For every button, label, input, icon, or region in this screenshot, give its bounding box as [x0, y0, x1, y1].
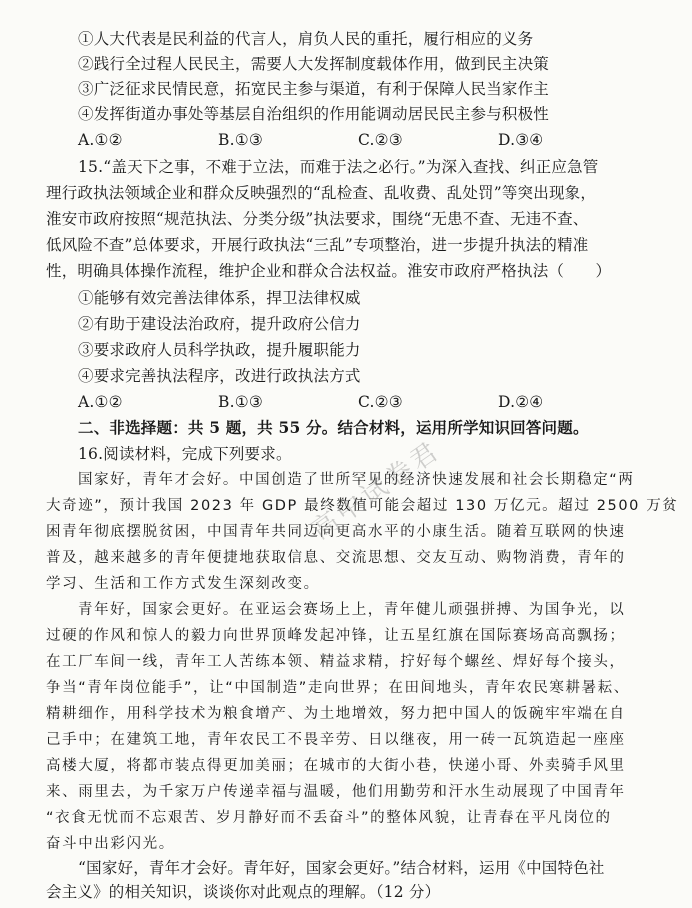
q15-stem-line-5: 性，明确具体操作流程，维护企业和群众合法权益。淮安市政府严格执法（ ） — [46, 262, 612, 280]
q16-question-line-1: “国家好，青年才会好。青年好，国家会更好。”结合材料，运用《中国特色社 — [78, 859, 605, 877]
q15-item-2: ②有助于建设法治政府，提升政府公信力 — [78, 315, 361, 333]
q16-material-line-12: 高楼大厦，将都市装点得更加美丽；在城市的大街小巷，快递小哥、外卖骑手风里 — [46, 758, 626, 774]
q15-choice-a: A.①② — [78, 393, 123, 411]
q16-material-line-14: “衣食无忧而不忘艰苦、岁月静好而不丢奋斗”的整体风貌，让青春在平凡岗位的 — [46, 810, 612, 826]
q14-item-2: ②践行全过程人民民主，需要人大发挥制度载体作用，做到民主决策 — [78, 55, 550, 73]
q15-choice-d: D.②④ — [498, 393, 544, 411]
q16-material-line-9: 争当“青年岗位能手”，让“中国制造”走向世界；在田间地头，青年农民寒耕暑耘、 — [46, 680, 630, 696]
q14-choice-c: C.②③ — [358, 131, 403, 149]
q16-material-line-7: 过硬的作风和惊人的毅力向世界顶峰发起冲锋，让五星红旗在国际赛场高高飘扬； — [46, 628, 626, 644]
q15-stem-line-1: 15.“盖天下之事，不难于立法，而难于法之必行。”为深入查找、纠正应急管 — [78, 158, 599, 176]
q14-choice-d: D.③④ — [498, 131, 544, 149]
q15-choice-c: C.②③ — [358, 393, 403, 411]
q15-stem-line-2: 理行政执法领域企业和群众反映强烈的“乱检查、乱收费、乱处罚”等突出现象， — [46, 184, 597, 202]
q15-stem-line-4: 低风险不查”总体要求，开展行政执法“三乱”专项整治，进一步提升执法的精准 — [46, 236, 589, 254]
q16-material-line-15: 奋斗中出彩闪光。 — [46, 836, 175, 852]
q15-item-3: ③要求政府人员科学执政，提升履职能力 — [78, 341, 361, 359]
q15-item-1: ①能够有效完善法律体系，捍卫法律权威 — [78, 289, 361, 307]
q15-item-4: ④要求完善执法程序，改进行政执法方式 — [78, 367, 361, 385]
q15-stem-line-3: 淮安市政府按照“规范执法、分类分级”执法要求，围绕“无患不查、无违不查、 — [46, 210, 589, 228]
section2-heading: 二、非选择题：共 5 题，共 55 分。结合材料，运用所学知识回答问题。 — [78, 418, 589, 437]
q16-material-line-6: 青年好，国家会更好。在亚运会赛场上上，青年健儿顽强拼搏、为国争光，以 — [78, 602, 626, 618]
q16-material-line-13: 来、雨里去，为千家万户传递幸福与温暖，他们用勤劳和汗水生动展现了中国青年 — [46, 784, 626, 800]
q14-choice-b: B.①③ — [218, 131, 263, 149]
q14-item-1: ①人大代表是民利益的代言人，肩负人民的重托，履行相应的义务 — [78, 30, 534, 48]
q16-material-line-11: 己手中；在建筑工地，青年农民工不畏辛劳、日以继夜，用一砖一瓦筑造起一座座 — [46, 732, 626, 748]
q14-item-3: ③广泛征求民情民意，拓宽民主参与渠道，有利于保障人民当家作主 — [78, 80, 550, 98]
q16-material-line-4: 普及，越来越多的青年便捷地获取信息、交流思想、交友互动、购物消费，青年的 — [46, 550, 626, 566]
q16-material-line-8: 在工厂车间一线，青年工人苦练本领、精益求精，拧好每个螺丝、焊好每个接头， — [46, 654, 626, 670]
q14-choice-a: A.①② — [78, 131, 123, 149]
q16-question-line-2: 会主义》的相关知识，谈谈你对此观点的理解。（12 分） — [46, 883, 441, 901]
q14-item-4: ④发挥街道办事处等基层自治组织的作用能调动居民民主参与积极性 — [78, 105, 550, 123]
q16-material-line-1: 国家好，青年才会好。中国创造了世所罕见的经济快速发展和社会长期稳定“两 — [78, 472, 635, 488]
q16-material-line-10: 精耕细作，用科学技术为粮食增产、为土地增效，努力把中国人的饭碗牢牢端在自 — [46, 706, 626, 722]
q16-intro: 16.阅读材料，完成下列要求。 — [78, 445, 292, 463]
q16-material-line-2: 大奇迹”，预计我国 2023 年 GDP 最终数值可能会超过 130 万亿元。超过 2500 万贫 — [46, 498, 679, 514]
watermark: 高中试卷君 — [306, 435, 447, 546]
q16-material-line-5: 学习、生活和工作方式发生深刻改变。 — [46, 576, 320, 592]
q16-material-line-3: 困青年彻底摆脱贫困，中国青年共同迈向更高水平的小康生活。随着互联网的快速 — [46, 524, 626, 540]
q15-choice-b: B.①③ — [218, 393, 263, 411]
